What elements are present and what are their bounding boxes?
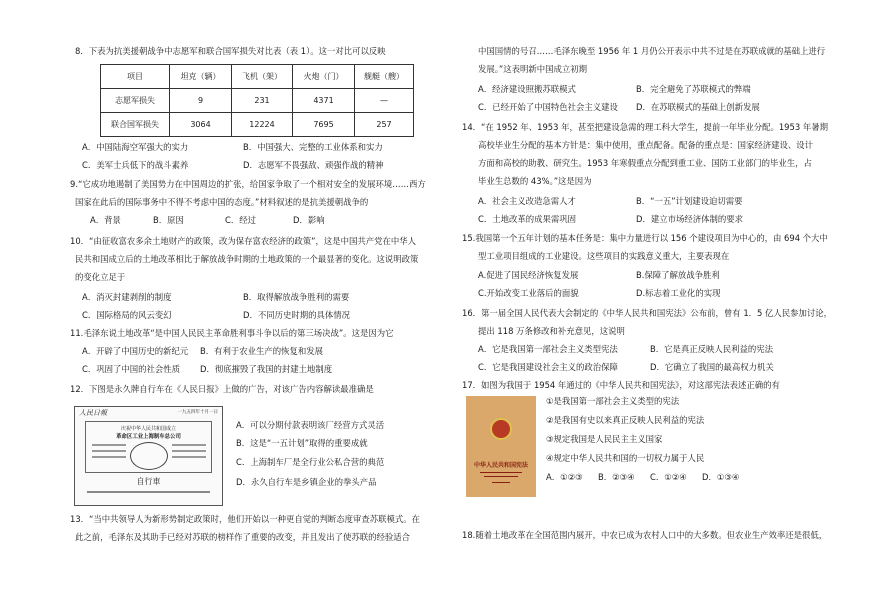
ad-inner-box	[85, 421, 212, 473]
question-13-line2: 此之前，毛泽东及其助手已经对苏联的榜样作了重要的改变，并且发出了使苏联的经验适合	[75, 532, 410, 542]
question-14-line2: 高校毕业生分配的基本方针是：集中使用，重点配备。配备的重点是：国家经济建设、设计	[478, 140, 813, 150]
table-cell: 12224	[232, 113, 293, 137]
q8-option-d: D．志愿军不畏强敌、顽强作战的精神	[243, 160, 384, 170]
table-cell: 联合国军损失	[101, 113, 170, 137]
q11-option-a: A．开辟了中国历史的新纪元	[82, 346, 189, 356]
question-13-line1: 13．“当中共领导人为新形势制定政策时，他们开始以一种更自觉的判断态度审查苏联模式。在	[70, 514, 420, 524]
q12-option-c: C．上海制车厂是全行业公私合营的典范	[236, 457, 385, 467]
table-header: 火炮（门）	[293, 65, 355, 89]
table-cell: 7695	[293, 113, 355, 137]
q14-option-d: D．建立市场经济体制的要求	[636, 214, 743, 224]
q17-statement-2: ②是我国有史以来真正反映人民利益的宪法	[546, 415, 705, 425]
question-14-line4: 毕业生总数的 43%。”这是因为	[478, 176, 592, 186]
q10-option-d: D．不同历史时期的具体情况	[243, 310, 350, 320]
q16-option-a: A．它是我国第一部社会主义类型宪法	[478, 344, 618, 354]
question-16-line2: 提出 118 万条修改和补充意见，这说明	[478, 326, 625, 336]
table-header: 飞机（架）	[232, 65, 293, 89]
q17-statement-4: ④规定中华人民共和国的一切权力属于人民	[546, 453, 705, 463]
q12-option-d: D．永久自行车是乡镇企业的拳头产品	[236, 477, 377, 487]
q9-option-a: A．背景	[90, 215, 121, 225]
q10-option-a: A．消灭封建剥削的制度	[82, 292, 172, 302]
question-10-line2: 民共和国成立后的土地改革相比于解放战争时期的土地政策的一个最显著的变化。这说明政策	[75, 254, 419, 264]
q9-option-c: C．经过	[225, 215, 256, 225]
table-cell: 257	[355, 113, 414, 137]
question-15-line1: 15.我国第一个五年计划的基本任务是：集中力量进行以 156 个建设项目为中心的，由 694 个大中	[462, 233, 828, 243]
q16-option-b: B．它是真正反映人民利益的宪法	[650, 344, 773, 354]
question-15-line2: 型工业项目组成的工业建设。这些项目的实践意义重大，主要表现在	[478, 251, 730, 261]
book-title: 中华人民共和国宪法	[473, 462, 528, 469]
q17-statement-1: ①是我国第一部社会主义类型的宪法	[546, 396, 680, 406]
table-cell: —	[355, 89, 414, 113]
table-header: 项目	[101, 65, 170, 89]
ad-line-1: 庆祝中华人民共和国成立	[120, 426, 176, 432]
table-cell: 231	[232, 89, 293, 113]
q17-option-b: B．②③④	[598, 472, 635, 482]
q12-option-b: B．这是“一五计划”取得的重要成就	[236, 438, 368, 448]
question-9-line2: 国家在此后的国际事务中不得不考虑中国的态度。”材料叙述的是抗美援朝战争的	[75, 197, 369, 207]
q17-option-c: C．①②④	[650, 472, 687, 482]
q14-option-a: A．社会主义改造急需人才	[478, 196, 576, 206]
table-cell: 9	[170, 89, 232, 113]
national-emblem-icon	[490, 418, 512, 440]
ad-line-2: 革命区工业上海制车总公司	[116, 434, 181, 440]
question-11: 11.毛泽东说土地改革“是中国人民民主革命胜利事斗争以后的第三场决战”。这是因为它	[70, 328, 394, 338]
q13-option-a: A．经济建设照搬苏联模式	[478, 84, 576, 94]
question-10-line3: 的变化立足于	[75, 272, 126, 282]
q16-option-d: D．它确立了我国的最高权力机关	[650, 362, 774, 372]
question-18: 18.随着土地改革在全国范围内展开，中农已成为农村人口中的大多数。但农业生产效率还是很低，	[462, 530, 828, 540]
question-14-line1: 14．“在 1952 年、1953 年，甚至把建设急需的理工科大学生，提前一年毕业分配。1953 年暑期	[462, 122, 828, 132]
loss-comparison-table	[100, 64, 414, 137]
table-row	[101, 113, 414, 137]
question-10-line1: 10．“由征收富农多余土地财产的政策，改为保存富农经济的政策”，这是中国共产党在中华人	[70, 236, 416, 246]
ad-date: 一九五四年十月一日	[177, 410, 218, 415]
q15-option-b: B.保障了解放战争胜利	[636, 270, 720, 280]
q11-option-d: D．彻底摧毁了我国的封建土地制度	[200, 364, 333, 374]
question-12: 12．下图是永久牌自行车在《人民日报》上做的广告，对该广告内容解读最准确是	[70, 384, 374, 394]
question-9-line1: 9.“它成功地遏制了美国势力在中国周边的扩张，给国家争取了一个相对安全的发展环境……西方	[70, 179, 426, 189]
q8-option-b: B．中国强大、完整的工业体系和实力	[243, 142, 383, 152]
q9-option-d: D．影响	[293, 215, 325, 225]
table-header: 舰艇（艘）	[355, 65, 414, 89]
bicycle-advertisement-image	[74, 406, 223, 506]
q15-option-d: D.标志着工业化的实现	[636, 288, 721, 298]
q17-option-a: A．①②③	[546, 472, 583, 482]
question-13-cont-line1: 中国国情的号召……毛泽东晚至 1956 年 1 月仍公开表示中共不过是在苏联成就的基础上进行	[478, 46, 826, 56]
question-14-line3: 方面和高校的助教、研究生。1953 年寒假重点分配到重工业、国防工业部门的毕业生，占	[478, 158, 812, 168]
table-header: 坦克（辆）	[170, 65, 232, 89]
ad-bicycle-label: 自行車	[136, 477, 161, 486]
q10-option-b: B．取得解放战争胜利的需要	[243, 292, 350, 302]
q10-option-c: C．国际格局的风云变幻	[82, 310, 172, 320]
q8-option-c: C．美军士兵低下的战斗素养	[82, 160, 189, 170]
question-16-line1: 16．第一届全国人民代表大会制定的《中华人民共和国宪法》公布前，曾有 1．5 亿人民参加讨论，	[462, 308, 833, 318]
ad-logo-emblem	[130, 442, 168, 470]
table-cell: 4371	[293, 89, 355, 113]
q17-option-d: D．①③④	[702, 472, 740, 482]
q8-option-a: A．中国陆海空军强大的实力	[82, 142, 189, 152]
constitution-book-image	[466, 396, 536, 497]
q17-statement-3: ③规定我国是人民民主主义国家	[546, 434, 663, 444]
q12-option-a: A．可以分期付款表明该厂经营方式灵活	[236, 420, 385, 430]
q15-option-a: A.促进了国民经济恢复发展	[478, 270, 579, 280]
q13-option-d: D．在苏联模式的基础上创新发展	[636, 102, 760, 112]
q9-option-b: B．原因	[153, 215, 184, 225]
q13-option-c: C．已经开始了中国特色社会主义建设	[478, 102, 618, 112]
q16-option-c: C．它是我国建设社会主义的政治保障	[478, 362, 618, 372]
ad-newspaper-header: 人民日報	[79, 409, 107, 417]
table-cell: 志愿军损失	[101, 89, 170, 113]
question-8: 8．下表为抗美援朝战争中志愿军和联合国军损失对比表（表 1）。这一对比可以反映	[75, 46, 386, 56]
q11-option-c: C．巩固了中国的社会性质	[82, 364, 180, 374]
question-13-cont-line2: 发展。”这表明新中国成立初期	[478, 64, 588, 74]
q14-option-c: C．土地改革的成果需巩固	[478, 214, 576, 224]
table-row	[101, 89, 414, 113]
table-cell: 3064	[170, 113, 232, 137]
q11-option-b: B．有利于农业生产的恢复和发展	[200, 346, 323, 356]
question-17: 17．如图为我国于 1954 年通过的《中华人民共和国宪法》，对这部宪法表述正确的有	[462, 380, 780, 390]
q14-option-b: B．“一五”计划建设迫切需要	[636, 196, 743, 206]
q15-option-c: C.开始改变工业落后的面貌	[478, 288, 579, 298]
q13-option-b: B．完全避免了苏联模式的弊端	[636, 84, 751, 94]
table-header-row	[101, 65, 414, 89]
